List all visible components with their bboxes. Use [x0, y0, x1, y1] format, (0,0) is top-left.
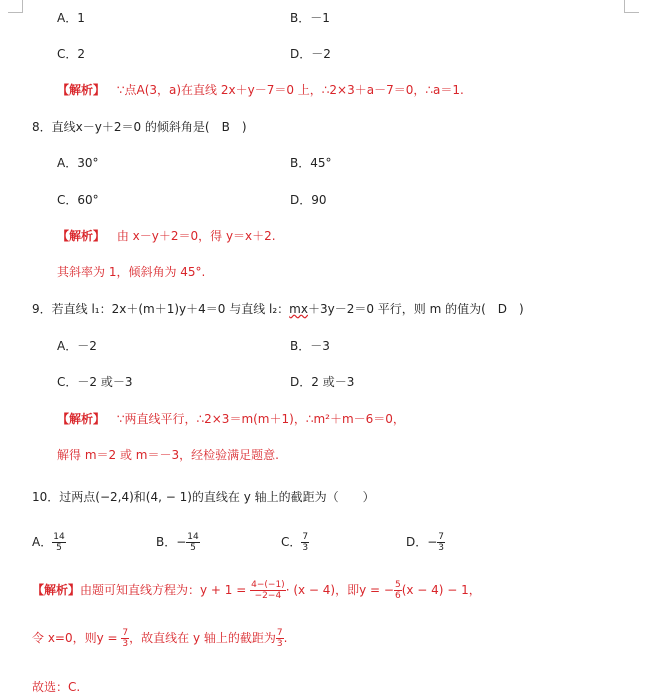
analysis-tag: 【解析】: [57, 412, 106, 426]
option-label: D．−: [406, 535, 438, 549]
fraction-denominator: 3: [276, 639, 283, 649]
option-fraction: [301, 532, 309, 553]
value-fraction: [121, 628, 129, 649]
option-fraction: [52, 532, 65, 553]
q8-stem: 8．直线x－y＋2＝0 的倾斜角是( B ): [32, 120, 247, 134]
option-fraction: [186, 532, 199, 553]
option-label: A．: [32, 535, 53, 549]
q8-option-c: C．60°: [57, 193, 99, 207]
q10-option-d: [406, 532, 445, 553]
q8-option-b: B．45°: [290, 156, 332, 170]
line2-pre: 令 x=0，则y =: [32, 631, 118, 645]
q10-answer: 故选：C.: [32, 680, 81, 694]
fraction-denominator: 3: [122, 639, 129, 649]
q9-analysis-line2: 解得 m＝2 或 m＝－3，经检验满足题意.: [57, 448, 279, 462]
analysis-mid: · (x − 4)，即y = −: [285, 583, 394, 597]
prev-option-b: B．－1: [290, 11, 330, 25]
q9-option-c: C．－2 或－3: [57, 375, 133, 389]
fraction-numerator: 7: [438, 532, 445, 542]
q10-option-a: [32, 532, 66, 553]
analysis-post: (x − 4) − 1，: [401, 583, 481, 597]
fraction-numerator: 7: [302, 532, 309, 542]
q10-option-b: [156, 532, 200, 553]
page-corner-mark-left: [8, 0, 23, 13]
q8-analysis-line2: 其斜率为 1，倾斜角为 45°.: [57, 265, 206, 279]
q8-option-a: A．30°: [57, 156, 99, 170]
prev-analysis: [57, 81, 464, 98]
q9-analysis: [57, 410, 405, 427]
q9-stem-post: ＋3y－2＝0 平行，则 m 的值为( D ): [307, 302, 524, 316]
q9-option-d: D．2 或－3: [290, 375, 355, 389]
prev-option-d: D．－2: [290, 47, 331, 61]
q9-stem-mx: mx: [289, 302, 308, 316]
fraction-denominator: 6: [394, 591, 401, 601]
line2-post: .: [283, 631, 288, 645]
option-label: C．: [281, 535, 302, 549]
fraction-numerator: 7: [122, 628, 129, 638]
prev-option-c: C．2: [57, 47, 86, 61]
fraction-denominator: 3: [438, 543, 445, 553]
intercept-fraction: [276, 628, 284, 649]
slope-fraction: [250, 580, 286, 601]
page-corner-mark-right: [624, 0, 639, 13]
line2-mid: ，故直线在 y 轴上的截距为: [129, 631, 276, 645]
option-label: B．−: [156, 535, 187, 549]
fraction-numerator: 4−(−1): [251, 580, 285, 590]
q9-stem-pre: 9．若直线 l₁：2x＋(m＋1)y＋4＝0 与直线 l₂：: [32, 302, 290, 316]
fraction-numerator: 7: [276, 628, 283, 638]
coefficient-fraction: [394, 580, 402, 601]
q10-analysis-line2: [32, 628, 287, 649]
q10-analysis: [32, 580, 481, 601]
q10-stem: 10．过两点(−2,4)和(4, − 1)的直线在 y 轴上的截距为（ ）: [32, 490, 375, 504]
fraction-denominator: 5: [190, 543, 196, 553]
q9-option-a: A．－2: [57, 339, 97, 353]
analysis-text: ∵点A(3，a)在直线 2x＋y－7＝0 上，∴2×3＋a－7＝0，∴a＝1.: [116, 83, 464, 97]
q8-analysis: [57, 227, 276, 244]
analysis-tag: 【解析】: [57, 229, 106, 243]
fraction-denominator: −2−4: [254, 591, 282, 601]
fraction-numerator: 5: [394, 580, 401, 590]
analysis-text: ∵两直线平行，∴2×3＝m(m＋1)，∴m²＋m－6＝0，: [116, 412, 405, 426]
analysis-tag: 【解析】: [32, 583, 81, 597]
q9-option-b: B．－3: [290, 339, 330, 353]
fraction-denominator: 5: [56, 543, 62, 553]
q10-option-c: [281, 532, 309, 553]
fraction-numerator: 14: [187, 532, 199, 542]
analysis-tag: 【解析】: [57, 83, 106, 97]
q8-option-d: D．90: [290, 193, 327, 207]
analysis-text: 由 x－y＋2＝0，得 y＝x＋2.: [116, 229, 276, 243]
prev-option-a: A．1: [57, 11, 85, 25]
analysis-pre: 由题可知直线方程为：y + 1 =: [80, 583, 247, 597]
fraction-denominator: 3: [302, 543, 309, 553]
q9-stem: [32, 300, 524, 317]
option-fraction: [437, 532, 445, 553]
fraction-numerator: 14: [53, 532, 65, 542]
